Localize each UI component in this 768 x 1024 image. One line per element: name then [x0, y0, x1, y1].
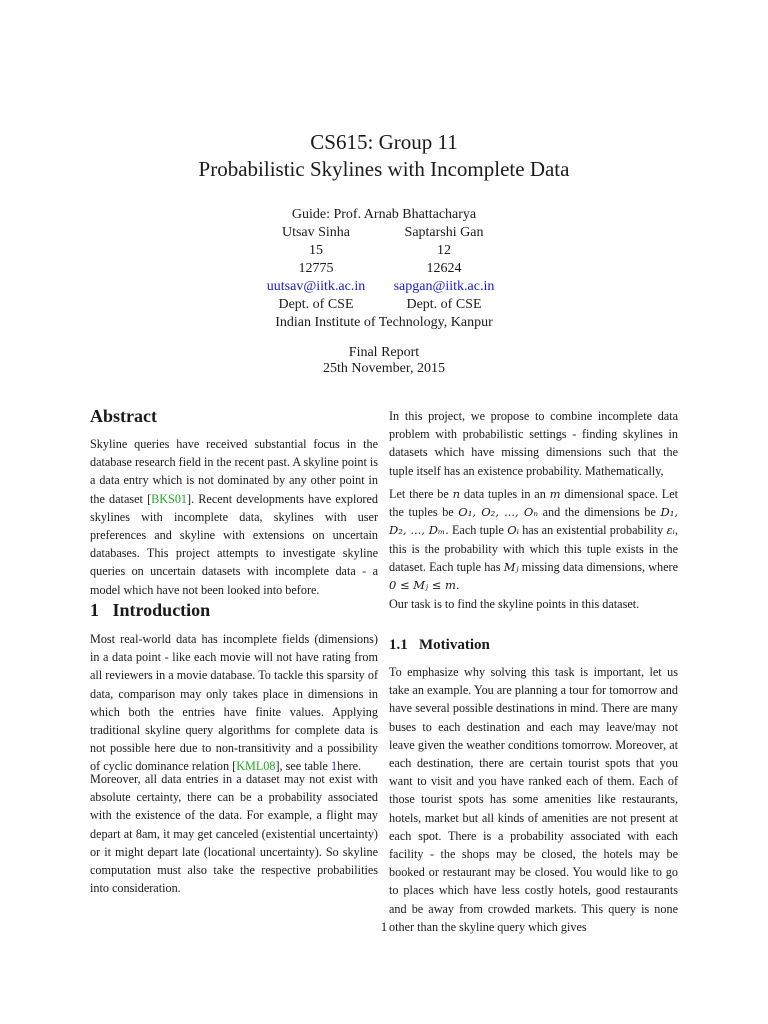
author-roll: 12775 — [298, 261, 334, 276]
page-number: 1 — [380, 919, 388, 934]
motivation-heading: 1.1 Motivation — [389, 637, 490, 653]
report-date: 25th November, 2015 — [323, 361, 445, 376]
author-roll: 12624 — [426, 261, 462, 276]
right-paragraph-1: In this project, we propose to combine incomplete data problem with probabilistic settings - finding skylines in datasets which have missing dimensions such that the tuple itself has an existence probability. Mathematically, — [389, 409, 678, 478]
citation-link[interactable]: KML08 — [236, 759, 276, 774]
institute: Indian Institute of Technology, Kanpur — [275, 315, 493, 330]
motivation-paragraph: To emphasize why solving this task is important, let us take an example. You are planning a tour for tomorrow and have several possible destinations in mind. There are many buses to each destination and each may leave/may not leave given the weather conditions tomorrow. Moreover, at each destination, there are certain tourist spots that you want to visit and you have ranked each of them. Each of those tourist spots has some amenities like restaurants, hotels, market but all kinds of amenities are not present at each spot. There is a probability associated with each facility - the shops may be closed, the hotels may be booked or restaurant may be closed. You would like to go to places which have less costly hotels, good restaurants and be away from crowded markets. This query is none other than the skyline query which gives — [389, 665, 678, 934]
table-ref-link[interactable]: 1 — [330, 759, 338, 774]
author-block-1 — [254, 224, 378, 314]
author-name: Utsav Sinha — [281, 225, 351, 240]
report-type: Final Report — [348, 345, 420, 360]
paper-title-course: CS615: Group 11 — [310, 130, 458, 154]
author-email-link[interactable]: uutsav@iitk.ac.in — [266, 279, 366, 294]
paper-title: Probabilistic Skylines with Incomplete Data — [198, 157, 570, 181]
author-email-link[interactable]: sapgan@iitk.ac.in — [393, 279, 495, 294]
right-paragraph-3: Our task is to find the skyline points in this dataset. — [389, 597, 640, 611]
abstract-text: Skyline queries have received substantial focus in the database research field in the recent past. A skyline point is a data entry which is not dominated by any other point in the dataset [BKS01]. Recent developments have explored skylines with incomplete data, skylines with user preferences and skyline with extensions on uncertain databases. This project attempts to investigate skyline queries on uncertain datasets with incomplete data - a model which have not been looked into before. — [90, 437, 379, 597]
author-group-no: 12 — [437, 243, 451, 258]
intro-paragraph-2: Moreover, all data entries in a dataset may not exist with absolute certainty, there can be a probability associated with the existence of the data. For example, a flight may depart at 8am, it may get canceled (existential uncertainty) or it might depart late (locational uncertainty). So skyline computation must also take the respective probabilities into consideration. — [90, 772, 378, 896]
intro-paragraph-1: Most real-world data has incomplete fields (dimensions) in a data point - like each movie will not have rating from all reviewers in a movie database. To tackle this sparsity of data, comparison may only takes place in dimensions in which both the entries have finite values. Applying traditional skyline query algorithms for complete data is not possible here due to non-transitivity and a possibility of cyclic dominance relation [KML08], see table 1here. — [90, 632, 378, 774]
introduction-heading: 1 Introduction — [90, 600, 211, 620]
right-paragraph-2: Let there be n data tuples in an m dimensional space. Let the tuples be O₁, O₂, ..., Oₙ and the dimensions be D₁, D₂, ..., Dₘ. Each tuple Oᵢ has an existential probability εᵢ, this is the probability with which this tuple exists in the dataset. Each tuple has Mⱼ missing data dimensions, where 0 ≤ Mⱼ ≤ m. — [389, 487, 679, 593]
author-dept: Dept. of CSE — [406, 297, 482, 312]
author-name: Saptarshi Gan — [404, 225, 484, 240]
citation-link[interactable]: BKS01 — [151, 491, 188, 506]
author-block-2 — [382, 224, 506, 314]
author-dept: Dept. of CSE — [278, 297, 354, 312]
author-group-no: 15 — [309, 243, 323, 258]
guide-line: Guide: Prof. Arnab Bhattacharya — [291, 207, 477, 222]
abstract-heading: Abstract — [90, 406, 157, 426]
